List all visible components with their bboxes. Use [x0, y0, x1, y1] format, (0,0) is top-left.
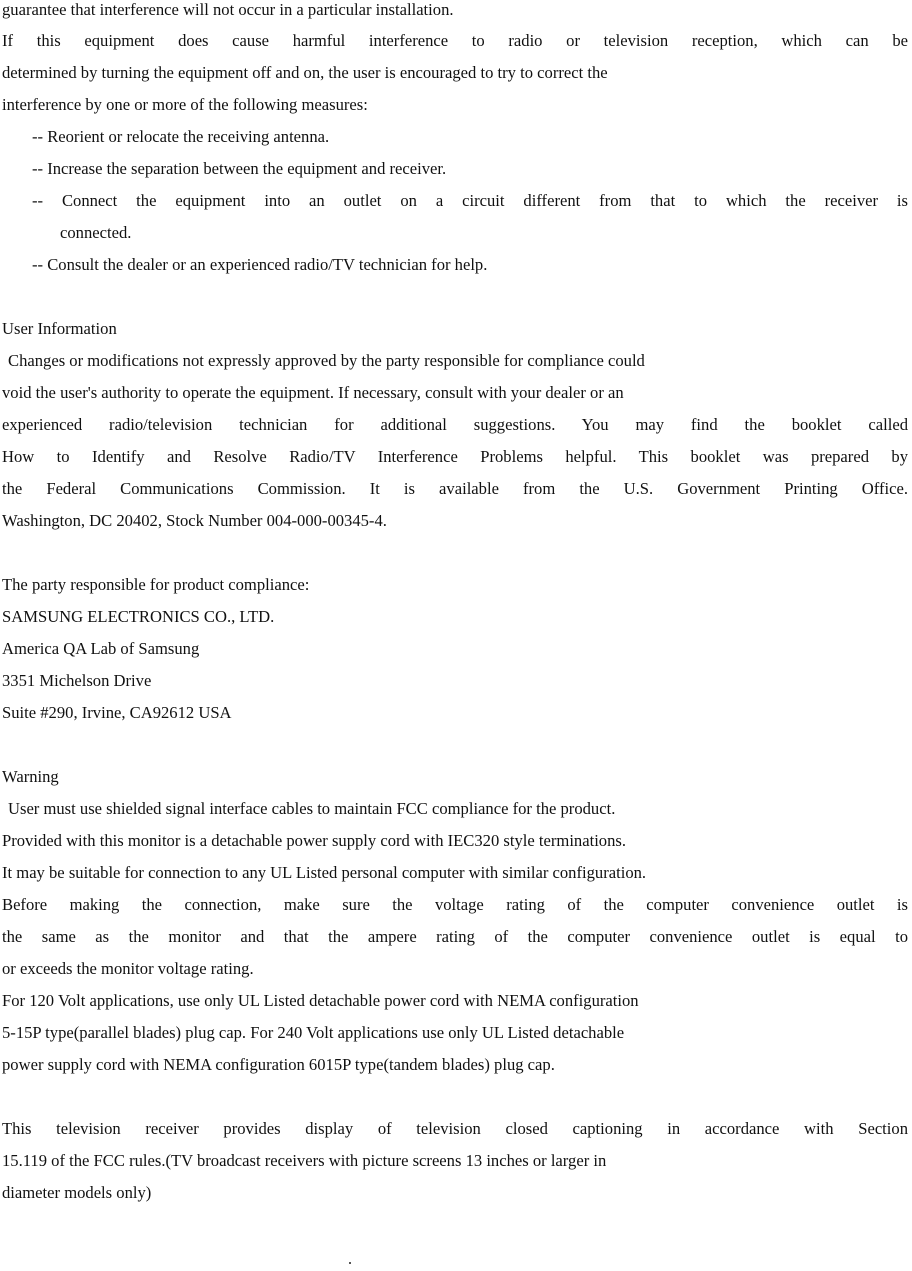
warning-line: Provided with this monitor is a detachable power supply cord with IEC320 style terminations. — [2, 831, 627, 850]
intro-line: interference by one or more of the following measures: — [2, 95, 368, 114]
intro-line: guarantee that interference will not occur in a particular installation. — [2, 0, 454, 19]
warning-line: Before making the connection, make sure the voltage rating of the computer convenience outlet is — [2, 895, 908, 914]
user-information-line: How to Identify and Resolve Radio/TV Interference Problems helpful. This booklet was prepared by — [2, 447, 908, 466]
user-information-line: Washington, DC 20402, Stock Number 004-000-00345-4. — [2, 511, 387, 530]
warning-line: power supply cord with NEMA configuration 6015P type(tandem blades) plug cap. — [2, 1055, 555, 1074]
lab-name: America QA Lab of Samsung — [2, 639, 200, 658]
warning-line: the same as the monitor and that the ampere rating of the computer convenience outlet is equal to — [2, 927, 908, 946]
user-information-line: the Federal Communications Commission. It is available from the U.S. Government Printing Office. — [2, 479, 908, 498]
street-address: 3351 Michelson Drive — [2, 671, 152, 690]
scan-artifact-dot — [349, 1262, 351, 1264]
user-information-line: Changes or modifications not expressly approved by the party responsible for compliance could — [8, 351, 645, 370]
captioning-line: diameter models only) — [2, 1183, 152, 1202]
measure-item: -- Connect the equipment into an outlet on a circuit different from that to which the receiver is — [32, 191, 908, 210]
measure-item: -- Reorient or relocate the receiving antenna. — [32, 127, 330, 146]
warning-line: or exceeds the monitor voltage rating. — [2, 959, 254, 978]
suite-city-address: Suite #290, Irvine, CA92612 USA — [2, 703, 232, 722]
measure-item-continuation: connected. — [60, 223, 132, 242]
intro-line: If this equipment does cause harmful interference to radio or television reception, which can be — [2, 31, 908, 50]
section-heading-warning: Warning — [2, 767, 59, 786]
captioning-line: This television receiver provides display of television closed captioning in accordance with Section — [2, 1119, 908, 1138]
measure-item: -- Increase the separation between the equipment and receiver. — [32, 159, 447, 178]
responsible-party-heading: The party responsible for product compliance: — [2, 575, 310, 594]
section-heading-user-information: User Information — [2, 319, 117, 338]
company-name: SAMSUNG ELECTRONICS CO., LTD. — [2, 607, 275, 626]
measure-item: -- Consult the dealer or an experienced radio/TV technician for help. — [32, 255, 488, 274]
intro-line: determined by turning the equipment off and on, the user is encouraged to try to correct the — [2, 63, 608, 82]
warning-line: User must use shielded signal interface cables to maintain FCC compliance for the product. — [8, 799, 616, 818]
warning-line: It may be suitable for connection to any UL Listed personal computer with similar configuration. — [2, 863, 647, 882]
captioning-line: 15.119 of the FCC rules.(TV broadcast receivers with picture screens 13 inches or larger in — [2, 1151, 607, 1170]
user-information-line: experienced radio/television technician for additional suggestions. You may find the booklet called — [2, 415, 908, 434]
warning-line: 5-15P type(parallel blades) plug cap. For 240 Volt applications use only UL Listed detachable — [2, 1023, 625, 1042]
warning-line: For 120 Volt applications, use only UL Listed detachable power cord with NEMA configuration — [2, 991, 639, 1010]
user-information-line: void the user's authority to operate the equipment. If necessary, consult with your dealer or an — [2, 383, 624, 402]
